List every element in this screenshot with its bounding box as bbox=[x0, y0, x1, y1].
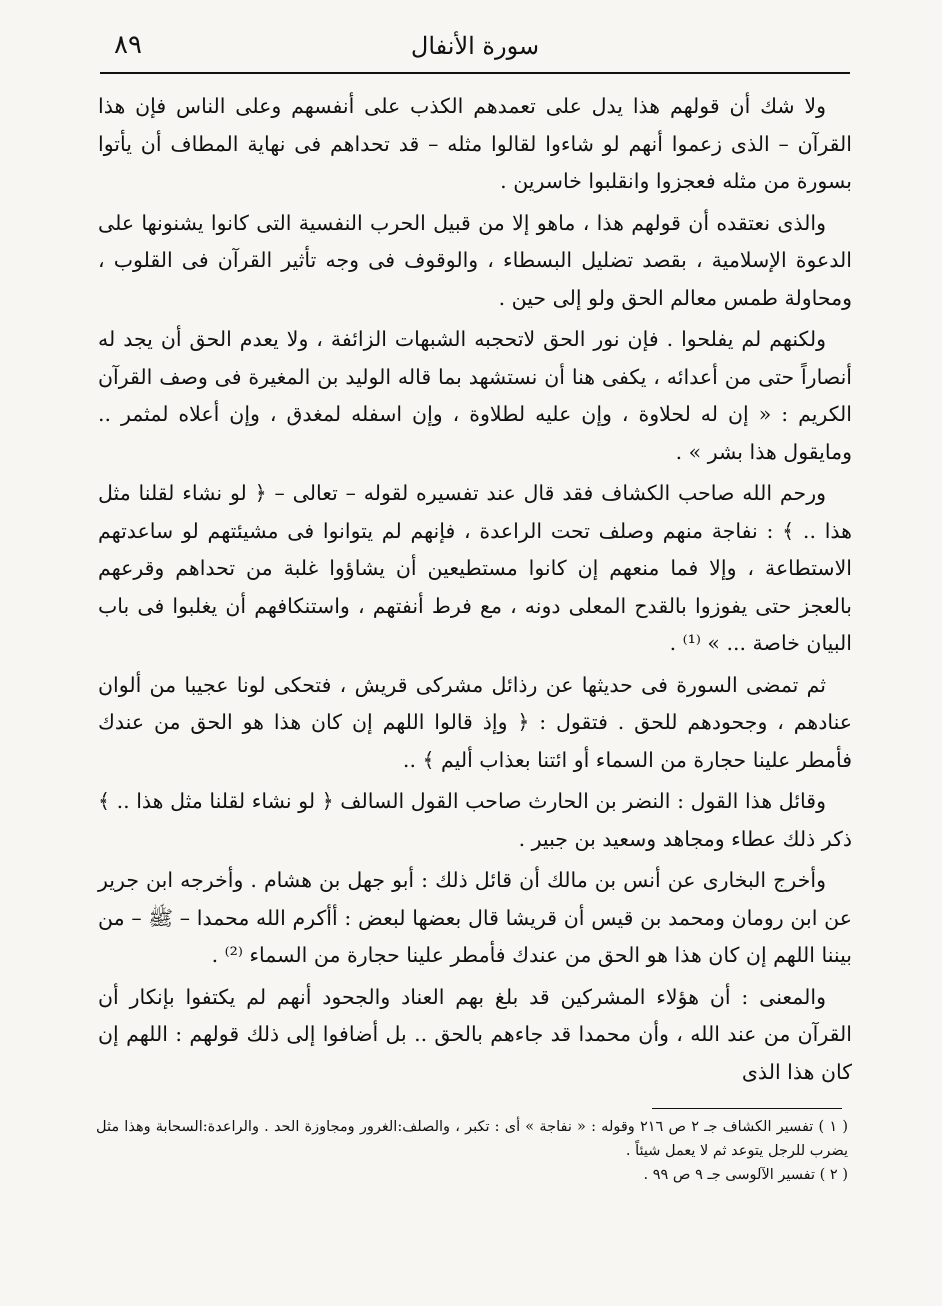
footnote-1: ( ١ ) تفسير الكشاف جـ ٢ ص ٢١٦ وقوله : « نفاجة » أى : تكبر ، والصلف:الغرور ومجاوزة الحد . والراعدة:السحابة وهذا مثل يضرب للرجل يتوعد ثم لا يعمل شيئاً . bbox=[96, 1119, 848, 1159]
paragraph: ورحم الله صاحب الكشاف فقد قال عند تفسيره لقوله – تعالى – ﴿ لو نشاء لقلنا مثل هذا .. ﴾ : نفاجة منهم وصلف تحت الراعدة ، فإنهم لم يتوانوا فى مشيئتهم لو ساعدتهم الاستطاعة ، وإلا فما منعهم إن كانوا مستطيعين أن يشاؤوا غلبة من تحداهم وقرعهم بالعجز حتى يفوزوا بالقدح المعلى دونه ، مع فرط أنفتهم ، واستنكافهم أن يغلبوا فى باب البيان خاصة ... » ⁽¹⁾ . bbox=[98, 481, 852, 655]
paragraph: والمعنى : أن هؤلاء المشركين قد بلغ بهم العناد والجحود أنهم لم يكتفوا بإنكار أن القرآن من عند الله ، وأن محمدا قد جاءهم بالحق .. بل أضافوا إلى ذلك قولهم : اللهم إن كان هذا الذى bbox=[98, 984, 852, 1084]
paragraph: ولا شك أن قولهم هذا يدل على تعمدهم الكذب على أنفسهم وعلى الناس فإن هذا القرآن – الذى زعموا أنهم لو شاءوا لقالوا مثله – قد تحداهم فى نهاية المطاف أن يأتوا بسورة من مثله فعجزوا وانقلبوا خاسرين . bbox=[98, 94, 852, 193]
footnote-divider bbox=[652, 1108, 842, 1109]
page-header bbox=[100, 30, 850, 74]
paragraph: وقائل هذا القول : النضر بن الحارث صاحب القول السالف ﴿ لو نشاء لقلنا مثل هذا .. ﴾ ذكر ذلك عطاء ومجاهد وسعيد بن جبير . bbox=[98, 789, 852, 851]
paragraph: وأخرج البخارى عن أنس بن مالك أن قائل ذلك : أبو جهل بن هشام . وأخرجه ابن جرير عن ابن رومان ومحمد بن قيس أن قريشا قال بعضها لبعض : أأكرم الله محمدا – ﷺ – من بيننا اللهم إن كان هذا هو الحق من عندك فأمطر علينا حجارة من السماء ⁽²⁾ . bbox=[98, 868, 852, 967]
page-number: ٨٩ bbox=[114, 30, 142, 60]
footnotes bbox=[96, 1115, 848, 1187]
paragraph: ولكنهم لم يفلحوا . فإن نور الحق لاتحجبه الشبهات الزائفة ، ولا يعدم الحق أن يجد له أنصاراً حتى من أعدائه ، يكفى هنا أن نستشهد بما قاله الوليد بن المغيرة فى وصف القرآن الكريم : « إن له لحلاوة ، وإن عليه لطلاوة ، وإن اسفله لمغدق ، وإن أعلاه لمثمر .. ومايقول هذا بشر » . bbox=[98, 327, 852, 464]
paragraph: ثم تمضى السورة فى حديثها عن رذائل مشركى قريش ، فتحكى لونا عجيبا من ألوان عنادهم ، وجحودهم للحق . فتقول : ﴿ وإذ قالوا اللهم إن كان هذا هو الحق من عندك فأمطر علينا حجارة من السماء أو ائتنا بعذاب أليم ﴾ .. bbox=[98, 672, 852, 772]
surah-title: سورة الأنفال bbox=[410, 32, 540, 60]
paragraph: والذى نعتقده أن قولهم هذا ، ماهو إلا من قبيل الحرب النفسية التى كانوا يشنونها على الدعوة الإسلامية ، بقصد تضليل البسطاء ، والوقوف فى وجه تأثير القرآن فى القلوب ، ومحاولة طمس معالم الحق ولو إلى حين . bbox=[98, 210, 852, 310]
main-text bbox=[98, 88, 852, 1095]
footnote-2: ( ٢ ) تفسير الآلوسى جـ ٩ ص ٩٩ . bbox=[643, 1167, 848, 1183]
